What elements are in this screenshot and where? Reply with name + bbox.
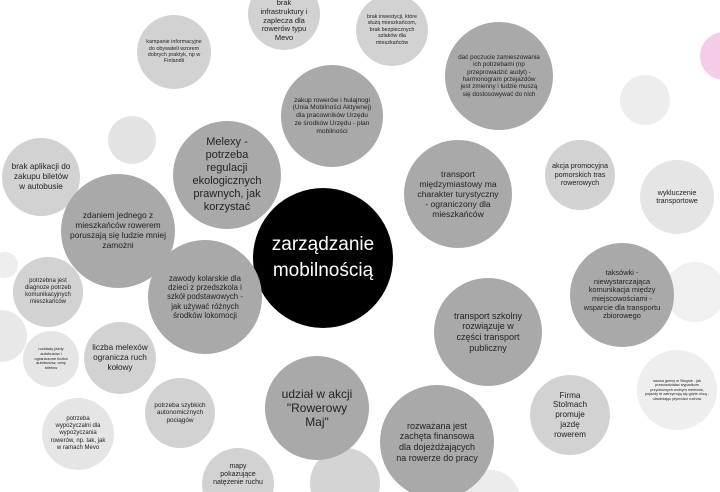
idea-text: transport szkolny rozwiązuje w części transport publiczny bbox=[453, 310, 523, 353]
idea-text: rozważana jest zachęta finansowa dla dojeżdżających na rowerze do pracy bbox=[396, 420, 478, 463]
idea-text: udział w akcji "Rowerowy Maj" bbox=[281, 386, 353, 430]
idea-text: dać poczucie zamieszowania ich potrzebami (np przeprowadzić audyt) - harmonogram przejazdów jest zmienny i ludzie muszą się dostosowywać do nich bbox=[458, 53, 540, 98]
idea-text: nazwa gminy w Stegnie - jak przeciwdziałać wypadkom przydrożnych wolnym melexów, pojazdy te zatrzymują się gdzie chcą - utrudniając płynności ruchów bbox=[644, 378, 710, 401]
idea-text: Firma Stolmach promuje jazdę rowerem bbox=[552, 390, 588, 439]
idea-bubble-rozklady[interactable] bbox=[23, 331, 79, 387]
idea-text: rozkłady jazdy autobusów i ograniczone liczba autobusów, ceny biletów bbox=[34, 346, 68, 371]
idea-text: brak inwestycji, które służą mieszkańcom, brak bezpiecznych szlaków dla mieszkańców bbox=[366, 14, 418, 46]
idea-text: brak infrastruktury i zaplecza dla rowerów typu Mevo bbox=[260, 0, 308, 43]
idea-text: transport międzymiastowy ma charakter turystyczny - ograniczony dla mieszkańców bbox=[417, 168, 499, 220]
idea-text: wykluczenie transportowe bbox=[656, 187, 698, 205]
central-topic-node[interactable] bbox=[253, 188, 393, 328]
idea-bubble-transport-miedzymiastowy[interactable] bbox=[404, 140, 512, 248]
idea-text: Melexy - potrzeba regulacji ekologicznych prawnych, jak korzystać bbox=[192, 136, 262, 213]
decorative-bubble bbox=[108, 116, 156, 164]
idea-bubble-mapy[interactable] bbox=[202, 448, 274, 492]
idea-bubble-melexy[interactable] bbox=[173, 121, 281, 229]
idea-bubble-potrzeba-wypozyczalni[interactable] bbox=[42, 398, 114, 470]
idea-text: potrzeba szybkich autonomicznych pociągów bbox=[154, 401, 206, 424]
idea-bubble-transport-szkolny[interactable] bbox=[434, 278, 542, 386]
idea-text: zdaniem jednego z mieszkańców rowerem poruszają się ludzie mniej zamożni bbox=[70, 210, 166, 250]
idea-bubble-zawody-kolarskie[interactable] bbox=[148, 240, 262, 354]
idea-text: liczba melexów ogranicza ruch kołowy bbox=[92, 343, 148, 372]
idea-text: taksówki - niewystarczająca komunikacja między miejscowościami - wsparcie dla transportu zbiorowego bbox=[583, 267, 661, 321]
idea-text: kampanie informacyjne do obywateli wzorem dobrych praktyk, np w Finlandii bbox=[146, 39, 202, 65]
idea-text: zawody kolarskie dla dzieci z przedszkola i szkół podstawowych - jak używać różnych środków lokomocji bbox=[167, 274, 243, 320]
idea-text: zakup rowerów i hulajnogi (Unia Mobilności Aktywnej) dla pracowników Urzędu ze środków Urzędu - plan mobilności bbox=[292, 96, 372, 135]
idea-bubble-brak-inwestycji[interactable] bbox=[356, 0, 428, 66]
idea-text: potrzebna jest diagnoze potrzeb komunikacyjnych mieszkańców bbox=[24, 277, 72, 306]
idea-text: mapy pokazujące natężenie ruchu bbox=[213, 462, 263, 487]
idea-bubble-wykluczenie[interactable] bbox=[640, 160, 714, 234]
decorative-bubble bbox=[700, 32, 720, 80]
idea-bubble-liczba-melexow[interactable] bbox=[84, 322, 156, 394]
idea-bubble-nazwa-gminy[interactable] bbox=[637, 350, 717, 430]
idea-text: akcja promocyjna pomorskich tras rowerowych bbox=[552, 161, 608, 188]
idea-bubble-udzial-w-akcji[interactable] bbox=[265, 356, 369, 460]
decorative-bubble bbox=[0, 252, 18, 278]
idea-bubble-zakup-rowerow[interactable] bbox=[281, 65, 383, 167]
idea-bubble-potrzebna-diagnoza[interactable] bbox=[13, 257, 83, 327]
idea-bubble-dac-poczucie[interactable] bbox=[445, 22, 553, 130]
idea-bubble-firma-stolmach[interactable] bbox=[530, 375, 610, 455]
idea-bubble-akcja-promocyjna[interactable] bbox=[545, 140, 615, 210]
idea-bubble-taksowki[interactable] bbox=[570, 243, 674, 347]
idea-text: brak aplikacji do zakupu biletów w autobusie bbox=[11, 162, 71, 191]
decorative-bubble bbox=[620, 75, 670, 125]
idea-bubble-potrzeba-szybkich[interactable] bbox=[145, 378, 215, 448]
idea-text: potrzeba wypożyczalni dla wypożyczania rowerów, np. tak, jak w ramach Mevo bbox=[50, 416, 106, 451]
idea-bubble-rozwazana[interactable] bbox=[380, 385, 494, 492]
idea-bubble-brak-infrastruktury[interactable] bbox=[248, 0, 320, 50]
idea-bubble-kampanie-informacyjne[interactable] bbox=[137, 15, 211, 89]
central-topic-label: zarządzanie mobilnością bbox=[271, 234, 375, 281]
